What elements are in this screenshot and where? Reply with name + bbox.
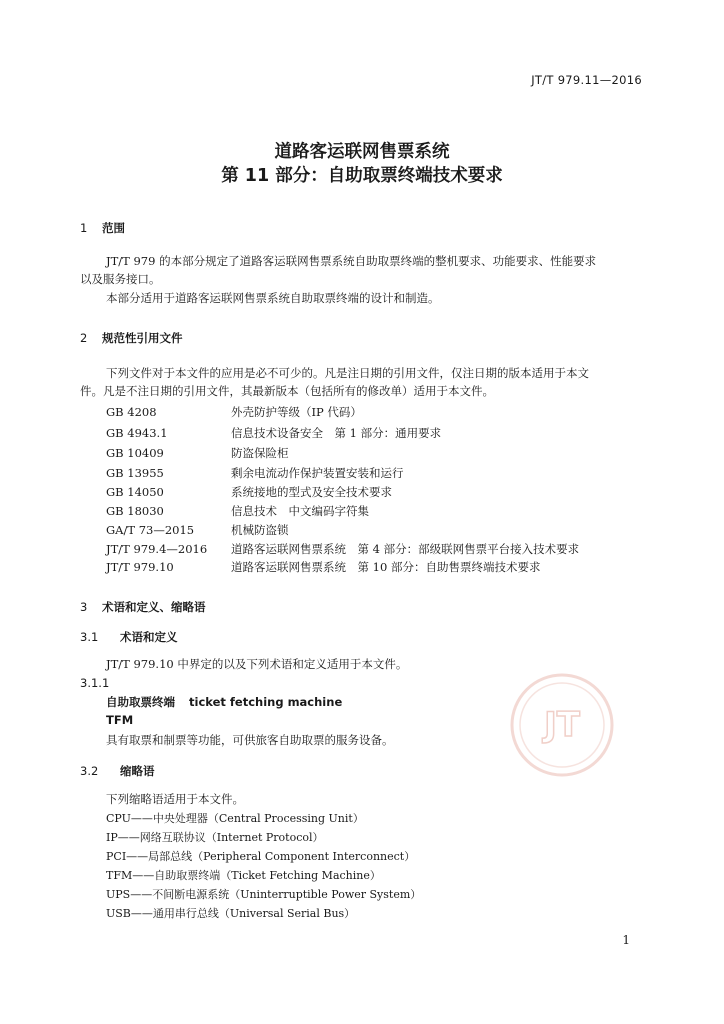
reference-title: 外壳防护等级（IP 代码） <box>231 405 362 419</box>
page-number: 1 <box>622 933 630 947</box>
term-definition: 具有取票和制票等功能，可供旅客自助取票的服务设备。 <box>106 733 394 747</box>
term-abbreviation: TFM <box>106 713 134 727</box>
term-english: ticket fetching machine <box>189 695 343 709</box>
paragraph: JT/T 979.10 中界定的以及下列术语和定义适用于本文件。 <box>106 657 408 671</box>
reference-code: GB 13955 <box>106 466 164 480</box>
section-3-1-heading <box>80 629 178 645</box>
reference-code: GB 18030 <box>106 504 164 518</box>
term-number: 3.1.1 <box>80 676 110 690</box>
reference-item <box>106 404 362 420</box>
reference-item <box>106 484 392 500</box>
section-title: 术语和定义 <box>120 630 178 644</box>
reference-code: GB 4208 <box>106 405 157 419</box>
doc-subtitle: 第 11 部分：自助取票终端技术要求 <box>221 166 503 186</box>
reference-code: GB 14050 <box>106 485 164 499</box>
paragraph: 下列缩略语适用于本文件。 <box>106 792 244 806</box>
section-title: 术语和定义、缩略语 <box>102 600 206 614</box>
paragraph: 本部分适用于道路客运联网售票系统自助取票终端的设计和制造。 <box>106 291 440 305</box>
reference-code: GB 4943.1 <box>106 426 168 440</box>
reference-item <box>106 522 289 538</box>
reference-title: 信息技术 中文编码字符集 <box>231 504 369 518</box>
abbreviation-item: UPS——不间断电源系统（Uninterruptible Power System） <box>106 888 422 901</box>
reference-title: 道路客运联网售票系统 第 10 部分：自助售票终端技术要求 <box>231 560 541 574</box>
section-3-heading <box>80 599 206 615</box>
section-number: 1 <box>80 221 88 235</box>
abbreviation-item: USB——通用串行总线（Universal Serial Bus） <box>106 907 356 920</box>
standard-id: JT/T 979.11—2016 <box>531 73 642 87</box>
reference-title: 系统接地的型式及安全技术要求 <box>231 485 392 499</box>
term-heading <box>106 694 342 710</box>
reference-title: 机械防盗锁 <box>231 523 289 537</box>
section-title: 范围 <box>102 221 125 235</box>
section-2-heading <box>80 330 183 346</box>
doc-title: 道路客运联网售票系统 <box>274 142 450 162</box>
reference-item <box>106 541 579 557</box>
reference-title: 剩余电流动作保护装置安装和运行 <box>231 466 404 480</box>
section-title: 规范性引用文件 <box>102 331 183 345</box>
reference-code: JT/T 979.4—2016 <box>106 542 208 556</box>
reference-item <box>106 503 369 519</box>
section-number: 3 <box>80 600 88 614</box>
section-number: 2 <box>80 331 88 345</box>
abbreviation-item: CPU——中央处理器（Central Processing Unit） <box>106 812 364 825</box>
reference-title: 道路客运联网售票系统 第 4 部分：部级联网售票平台接入技术要求 <box>231 542 580 556</box>
section-title: 缩略语 <box>120 764 155 778</box>
reference-title: 信息技术设备安全 第 1 部分：通用要求 <box>231 426 442 440</box>
term-chinese: 自助取票终端 <box>106 695 175 709</box>
section-3-2-heading <box>80 763 155 779</box>
paragraph: JT/T 979 的本部分规定了道路客运联网售票系统自助取票终端的整机要求、功能要求、性能要求 <box>106 254 597 268</box>
jt-watermark-seal <box>507 670 617 780</box>
reference-code: GA/T 73—2015 <box>106 523 195 537</box>
reference-item <box>106 559 540 575</box>
abbreviation-item: IP——网络互联协议（Internet Protocol） <box>106 831 324 844</box>
watermark-text: JT <box>544 705 580 745</box>
reference-item <box>106 425 441 441</box>
paragraph: 以及服务接口。 <box>80 272 161 286</box>
abbreviation-item: PCI——局部总线（Peripheral Component Interconnect） <box>106 850 416 863</box>
abbreviation-item: TFM——自助取票终端（Ticket Fetching Machine） <box>106 869 381 882</box>
reference-item <box>106 445 289 461</box>
section-1-heading <box>80 220 125 236</box>
reference-title: 防盗保险柜 <box>231 446 289 460</box>
section-number: 3.2 <box>80 764 99 778</box>
section-number: 3.1 <box>80 630 99 644</box>
reference-code: GB 10409 <box>106 446 164 460</box>
reference-item <box>106 465 404 481</box>
reference-code: JT/T 979.10 <box>106 560 174 574</box>
paragraph: 件。凡是不注日期的引用文件，其最新版本（包括所有的修改单）适用于本文件。 <box>80 384 494 398</box>
paragraph: 下列文件对于本文件的应用是必不可少的。凡是注日期的引用文件，仅注日期的版本适用于本文 <box>106 366 589 380</box>
